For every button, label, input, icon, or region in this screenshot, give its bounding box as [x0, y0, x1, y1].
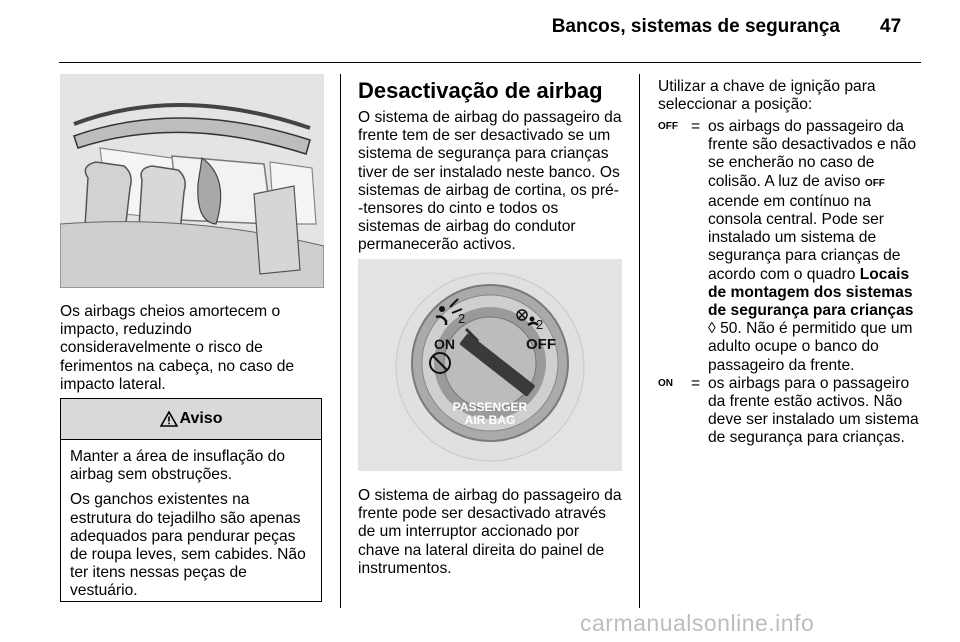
key-switch-illustration [358, 259, 622, 471]
header-rule [59, 62, 921, 63]
position-definition-list [658, 118, 922, 448]
page-reference-icon: ◊ [708, 320, 716, 338]
switch-figure-caption: O sistema de airbag do passageiro da frente pode ser desactivado através de um interruptor accionado por chave na lateral direita do painel de instrumentos. [358, 487, 622, 577]
airbag-off-warning-light-icon: OFF [864, 177, 885, 189]
definition-off-text-b: acende em contínuo na consola central. Pode ser instalado um sistema de segurança para crianças de acordo com o quadro [708, 192, 901, 283]
switch-label-2-right: 2 [536, 317, 544, 332]
warning-paragraph-1: Manter a área de insuflação do airbag sem obstruções. [70, 448, 285, 484]
page-number: 47 [880, 16, 902, 37]
warning-heading-text: Aviso [179, 410, 223, 427]
airbag-switch-figure [358, 259, 622, 471]
section-heading: Desactivação de airbag [358, 78, 603, 103]
watermark: carmanualsonline.info [580, 610, 815, 636]
column-divider-right [639, 74, 640, 608]
switch-label-off: OFF [526, 336, 556, 353]
definition-equals: = [691, 374, 701, 392]
definition-off [658, 118, 922, 375]
airbag-off-symbol-icon: OFF [658, 121, 678, 132]
switch-label-passenger: PASSENGER [452, 400, 528, 414]
section-intro: O sistema de airbag do passageiro da frente tem de ser desactivado se um sistema de segurança para crianças tiver de ser instalado neste banco. Os sistemas de airbag de cortina, os pré--tensores do cinto e todos os sistemas de airbag do condutor permanecerão activos. [358, 109, 622, 254]
definition-off-text-a: os airbags do passageiro da frente são desactivados e não se encherão no caso de colisão. A luz de aviso [708, 118, 917, 190]
definition-off-text [708, 118, 922, 375]
warning-box [60, 398, 322, 602]
switch-label-2-left: 2 [458, 311, 466, 326]
curtain-airbag-figure [60, 74, 324, 288]
definition-equals: = [691, 118, 701, 135]
warning-paragraph-2: Os ganchos existentes na estrutura do tejadilho são apenas adequados para pendurar peças de roupa leves, sem cabides. Não ter itens nessas peças de vestuário. [70, 491, 306, 600]
switch-label-airbag: AIR BAG [464, 413, 516, 427]
running-header-title: Bancos, sistemas de segurança [551, 16, 840, 37]
definition-on-text: os airbags para o passageiro da frente estão activos. Não deve ser instalado um sistema de segurança para crianças. [708, 374, 919, 447]
right-intro: Utilizar a chave de ignição para seleccionar a posição: [658, 78, 876, 114]
switch-label-on: ON [434, 336, 455, 352]
warning-body [61, 440, 321, 601]
airbag-on-symbol-icon: ON [658, 377, 673, 389]
warning-triangle-icon [160, 411, 178, 427]
warning-heading [61, 399, 321, 440]
definition-off-text-c: 50. Não é permitido que um adulto ocupe o banco do passageiro da frente. [708, 320, 913, 374]
child-seat-locations-link[interactable]: Locais de montagem dos sistemas de segurança para crianças [708, 265, 914, 320]
column-divider-left [340, 74, 341, 608]
car-interior-illustration [60, 74, 324, 288]
definition-on [658, 375, 922, 448]
figure-caption-left: Os airbags cheios amortecem o impacto, reduzindo consideravelmente o risco de ferimentos na cabeça, no caso de impacto lateral. [60, 303, 295, 393]
